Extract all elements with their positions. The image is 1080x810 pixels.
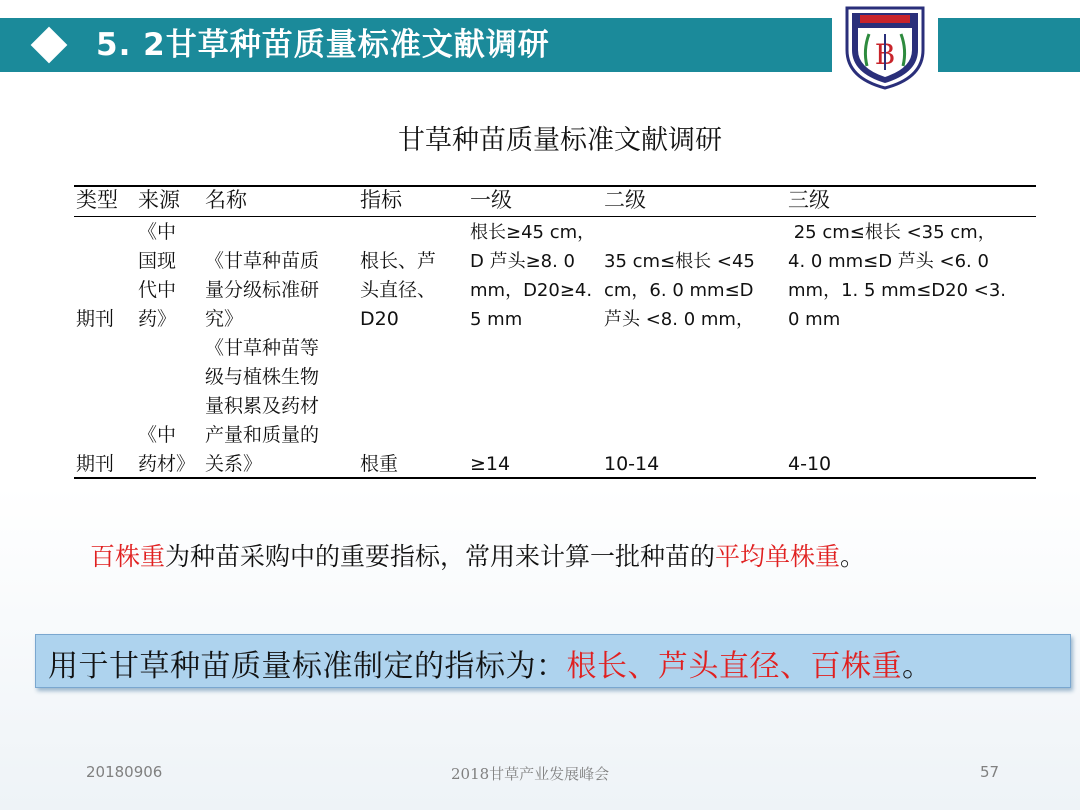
table-cell-grade1: 根长≥45 cm， D 芦头≥8. 0 mm，D20≥4. 5 mm [470,222,596,330]
table-header-rule [74,216,1036,217]
svg-text:B: B [874,38,896,71]
table-cell-name: 《甘草种苗质 量分级标准研 究》 [205,250,320,330]
note-highlight-hundred-plant-weight: 百株重 [90,542,166,571]
column-header-index: 指标 [360,188,402,212]
table-cell-name: 《甘草种苗等 级与植株生物 量积累及药材 产量和质量的 关系》 [205,337,320,475]
footer-page-number: 57 [980,763,1000,781]
slide-title: 5. 2甘草种苗质量标准文献调研 [96,27,550,63]
column-header-grade1: 一级 [470,188,512,212]
column-header-name: 名称 [205,188,247,212]
callout-text [48,641,933,685]
callout-highlight: 根长、芦头直径、百株重 [566,649,902,684]
table-cell-index: 根长、芦 头直径、 D20 [360,250,437,330]
table-cell-source: 《中 国现 代中 药》 [138,221,177,330]
table-cell-type: 期刊 [76,453,115,475]
callout-prefix: 用于甘草种苗质量标准制定的指标为： [48,649,567,684]
note-text: 为种苗采购中的重要指标，常用来计算一批种苗的 [165,542,716,571]
title-banner-right [938,18,1080,72]
university-emblem-icon [843,4,927,90]
table-cell-grade1: ≥14 [470,453,511,475]
note-text-end: 。 [840,542,866,571]
table-cell-source: 《中 药材》 [138,424,196,475]
table-cell-grade3: 4-10 [788,453,832,475]
note-highlight-average-weight: 平均单株重 [715,542,841,571]
callout-suffix: 。 [902,649,933,684]
footer-date: 20180906 [86,763,163,781]
table-cell-grade3: 25 cm≤根长 <35 cm， 4. 0 mm≤D 芦头 <6. 0 mm，1. 5 mm≤D20 <3. 0 mm [788,222,1007,330]
column-header-type: 类型 [76,188,118,212]
table-cell-grade2: 10-14 [604,453,660,475]
footer-event: 2018甘草产业发展峰会 [451,765,610,783]
table-cell-grade2: 35 cm≤根长 <45 cm，6. 0 mm≤D 芦头 <8. 0 mm， [604,251,755,330]
column-header-source: 来源 [138,188,180,212]
table-cell-index: 根重 [360,453,399,475]
column-header-grade3: 三级 [788,188,830,212]
table-cell-type: 期刊 [76,308,115,330]
table-title: 甘草种苗质量标准文献调研 [398,125,722,156]
note-sentence [90,537,865,573]
column-header-grade2: 二级 [604,188,646,212]
conclusion-callout [35,634,1071,688]
